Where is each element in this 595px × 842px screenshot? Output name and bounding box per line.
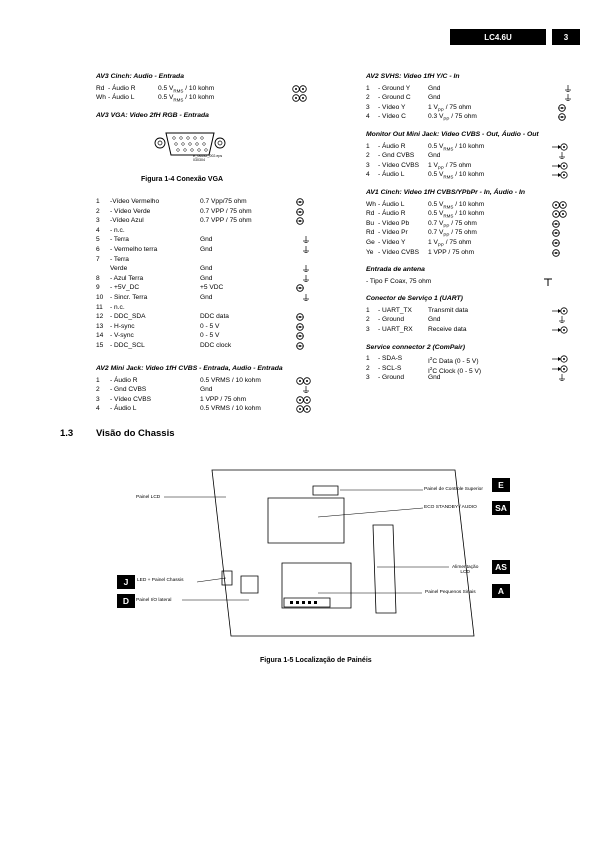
pin-value: Gnd xyxy=(200,265,213,273)
pin-value: 0.5 $V_{RMS} / 10$ kohm xyxy=(158,84,215,93)
pin-signal: - Vermelho terra xyxy=(110,245,158,253)
pin-value: 0.7 Vpp/75 ohm xyxy=(200,198,247,205)
pin-signal: - SCL-S xyxy=(378,364,402,372)
pin-signal: - Áudio R xyxy=(110,376,138,384)
pin-signal: - Áudio R xyxy=(378,210,406,218)
section-title-av2-mini: AV2 Mini Jack: Video 1fH CVBS - Entrada, Audio - Entrada xyxy=(96,365,283,372)
pin-number: 3 xyxy=(366,103,370,111)
pin-number: 3 xyxy=(366,326,370,334)
pin-value: Gnd xyxy=(200,293,213,301)
pin-value: 1 $V_{PP} / 75$ ohm xyxy=(428,161,472,171)
pin-signal: -Vídeo Azul xyxy=(110,217,144,225)
pin-signal: - DDC_SCL xyxy=(110,341,145,349)
pin-value: 0.5 $V_{RMS} / 10$ kohm xyxy=(428,142,485,151)
pin-signal: - n.c. xyxy=(110,226,125,234)
pin-signal: - UART_RX xyxy=(378,326,413,334)
pin-value: Gnd xyxy=(200,236,213,244)
control-panel-outline xyxy=(313,486,338,495)
pin-number: 8 xyxy=(96,274,100,282)
pin-signal: - Vídeo CVBS xyxy=(110,395,152,403)
figure-caption-chassis: Figura 1-5 Localização de Painéis xyxy=(260,657,372,664)
pin-signal: - DDC_SDA xyxy=(110,313,146,321)
pin-number: 1 xyxy=(366,84,370,92)
label-painel-controle: Painel de Controle Superior xyxy=(424,487,483,492)
section-title-av3-vga: AV3 VGA: Video 2fH RGB - Entrada xyxy=(96,111,209,119)
pin-number: 5 xyxy=(96,236,100,244)
pin-signal: - Vídeo Pb xyxy=(378,219,410,227)
pin-number: 3 xyxy=(366,374,370,382)
pin-value: $I^2C$ Clock (0 - 5 V) xyxy=(428,365,482,376)
pin-value: 0.5 VRMS / 10 kohm xyxy=(200,405,261,413)
pin-signal: - Vídeo CVBS xyxy=(378,161,420,169)
pin-signal: - Gnd CVBS xyxy=(110,386,147,394)
pin-value: 1 VPP / 75 ohm xyxy=(200,395,247,403)
label-pequenos-sinais: Painel Pequenos Sinais xyxy=(425,590,476,595)
pin-number: 1 xyxy=(366,306,370,314)
pin-signal: - SDA-S xyxy=(378,355,403,363)
pin-number: 6 xyxy=(96,245,100,253)
pin-value: Gnd xyxy=(200,274,213,282)
pin-signal: - Áudio L xyxy=(108,94,135,102)
pin-signal: - +5V_DC xyxy=(110,284,140,292)
pin-number: 14 xyxy=(96,332,104,340)
pin-signal: - Áudio L xyxy=(378,171,405,179)
pin-number: 2 xyxy=(366,94,370,102)
pin-signal: - n.c. xyxy=(110,303,125,311)
pin-value: 1 VPP / 75 ohm xyxy=(428,248,475,256)
pin-number: 3 xyxy=(366,161,370,169)
pin-value: Gnd xyxy=(428,316,441,324)
pin-signal: - Vídeo CVBS xyxy=(378,248,420,256)
section-title-av3-cinch: AV3 Cinch: Audio - Entrada xyxy=(96,73,184,80)
pin-signal: - UART_TX xyxy=(378,306,412,314)
pin-number: 4 xyxy=(366,171,370,179)
figure-caption-vga: Figura 1-4 Conexão VGA xyxy=(141,176,224,183)
pin-signal: - Áudio L xyxy=(110,405,137,413)
pin-value: 1 $V_{PP} / 75$ ohm xyxy=(428,238,472,248)
pin-value: $I^2C$ Data (0 - 5 V) xyxy=(428,356,479,366)
pin-value: Transmit data xyxy=(428,306,469,314)
pin-signal: - Ground Y xyxy=(378,84,411,92)
pin-number: 11 xyxy=(96,303,103,311)
pin-value: Gnd xyxy=(428,374,441,382)
pin-value: Gnd xyxy=(200,386,213,394)
pin-value: 0.5 $V_{RMS} / 10$ kohm xyxy=(428,171,485,180)
pin-number: 1 xyxy=(96,376,100,384)
chassis-outline xyxy=(212,470,474,636)
pin-value: Gnd xyxy=(428,84,441,92)
pin-signal: Verde xyxy=(110,265,128,273)
pin-value: 0.7 VPP / 75 ohm xyxy=(200,207,252,215)
pin-number: Rd xyxy=(366,229,375,237)
chapter-number: 1.3 xyxy=(60,428,74,439)
eco-panel-outline xyxy=(268,498,344,543)
pin-number: 15 xyxy=(96,341,104,349)
pin-number: 1 xyxy=(96,198,100,205)
tag-d: D xyxy=(117,594,135,608)
pin-number: 4 xyxy=(96,226,100,234)
section-title-av2-svhs: AV2 SVHS: Video 1fH Y/C - In xyxy=(366,73,460,80)
pin-signal: - H-sync xyxy=(110,322,135,330)
pin-signal: - Vídeo Y xyxy=(378,103,406,111)
pin-number: Wh xyxy=(366,200,376,208)
label-led-chassis: LED + Painel Chassis xyxy=(137,578,184,583)
label-painel-lcd: Painel LCD xyxy=(136,495,161,500)
pin-value: 0.5 $V_{RMS} / 10$ kohm xyxy=(428,210,485,219)
pin-signal: - Vídeo Verde xyxy=(110,207,151,215)
power-panel-outline xyxy=(373,525,396,613)
pin-number: 13 xyxy=(96,322,104,330)
pin-number: 2 xyxy=(366,152,370,160)
tag-a: A xyxy=(492,584,510,598)
pin-number: Rd xyxy=(366,210,375,218)
pin-number: 9 xyxy=(96,284,100,292)
pin-signal: - Azul Terra xyxy=(110,274,144,282)
tag-e: E xyxy=(492,478,510,492)
pin-value: 1 $V_{PP} / 75$ ohm xyxy=(428,103,472,113)
io-panel-outline xyxy=(241,576,258,593)
pin-signal: - V-sync xyxy=(110,332,134,340)
label-eco: ECO STANDBY / AUDIO xyxy=(424,505,477,510)
pin-value: 0.7 $V_{PP} / 75$ ohm xyxy=(428,229,477,238)
section-title-antenna: Entrada de antena xyxy=(366,266,425,274)
tag-j: J xyxy=(117,575,135,589)
pin-signal: - Sincr. Terra xyxy=(110,293,148,301)
pin-value: 0.7 VPP / 75 ohm xyxy=(200,217,252,225)
pin-signal: - Ground xyxy=(378,374,405,382)
pin-number: 2 xyxy=(96,207,100,215)
pin-number: 7 xyxy=(96,255,100,263)
pin-signal: - Terra xyxy=(110,236,129,244)
pin-value: 0.5 $V_{RMS} / 10$ kohm xyxy=(158,94,215,103)
pin-number: Rd xyxy=(96,84,105,92)
pin-signal: - Gnd CVBS xyxy=(378,152,415,160)
pin-number: 12 xyxy=(96,313,104,321)
pin-signal: - Ground C xyxy=(378,94,411,102)
pin-number: 3 xyxy=(96,217,100,225)
pin-signal: - Áudio R xyxy=(378,142,406,150)
document-title-box: LC4.6U xyxy=(450,29,546,45)
pin-value: 0.3 $V_{PP} / 75$ ohm xyxy=(428,113,477,122)
vga-connector-caption: E_06532_002.eps 030304 xyxy=(193,154,223,162)
pin-number: 2 xyxy=(366,364,370,372)
pin-number: Ye xyxy=(366,248,374,256)
section-title-service-uart: Conector de Serviço 1 (UART) xyxy=(366,295,463,303)
pin-number: 3 xyxy=(96,395,100,403)
pin-signal: - Vídeo Pr xyxy=(378,229,408,237)
tag-as: AS xyxy=(492,560,510,574)
pin-value: 0.5 $V_{RMS} / 10$ kohm xyxy=(428,200,485,209)
pin-signal: -Vídeo Vermelho xyxy=(110,198,160,205)
chapter-title: Visão do Chassis xyxy=(96,428,175,439)
pin-value: Gnd xyxy=(428,94,441,102)
pin-signal: - Vídeo C xyxy=(378,113,406,121)
pin-number: 10 xyxy=(96,293,104,301)
label-io-lateral: Painel I/O lateral xyxy=(136,598,172,603)
pin-value: Gnd xyxy=(428,152,441,160)
pin-number: 2 xyxy=(96,386,100,394)
pin-value: DDC clock xyxy=(200,341,232,349)
tag-sa: SA xyxy=(492,501,510,515)
section-title-compair: Service connector 2 (ComPair) xyxy=(366,343,465,351)
pin-number: 4 xyxy=(96,405,100,413)
pin-signal: - Ground xyxy=(378,316,405,324)
pin-value: +5 VDC xyxy=(200,284,224,292)
pin-value: 0 - 5 V xyxy=(200,332,220,340)
antenna-text: - Tipo F Coax, 75 ohm xyxy=(366,277,432,285)
pin-signal: - Áudio R xyxy=(108,84,136,92)
pin-number: 1 xyxy=(366,142,370,150)
pin-signal: - Áudio L xyxy=(378,200,405,208)
pin-number: Bu xyxy=(366,219,375,227)
pin-number: 1 xyxy=(366,355,370,363)
section-title-monitor-out: Monitor Out Mini Jack: Video CVBS - Out, Áudio - Out xyxy=(366,130,539,138)
pin-signal: - Terra xyxy=(110,255,129,263)
pin-value: Receive data xyxy=(428,326,467,334)
pin-value: DDC data xyxy=(200,313,229,321)
pin-value: 0 - 5 V xyxy=(200,322,220,330)
pin-number: 2 xyxy=(366,316,370,324)
pin-value: Gnd xyxy=(200,245,213,253)
pin-value: 0.7 $V_{PP} / 75$ ohm xyxy=(428,219,477,229)
pin-signal: - Vídeo Y xyxy=(378,238,406,246)
pin-value: 0.5 VRMS / 10 kohm xyxy=(200,376,261,384)
pin-number: 4 xyxy=(366,113,370,121)
pin-number: Wh xyxy=(96,94,106,102)
label-alimentacao: Alimentação LCD xyxy=(452,565,479,575)
section-title-av1-cinch: AV1 Cinch: Video 1fH CVBS/YPbPr - In, Áudio - In xyxy=(366,188,525,196)
page-number-box: 3 xyxy=(552,29,580,45)
pin-number: Ge xyxy=(366,238,375,246)
